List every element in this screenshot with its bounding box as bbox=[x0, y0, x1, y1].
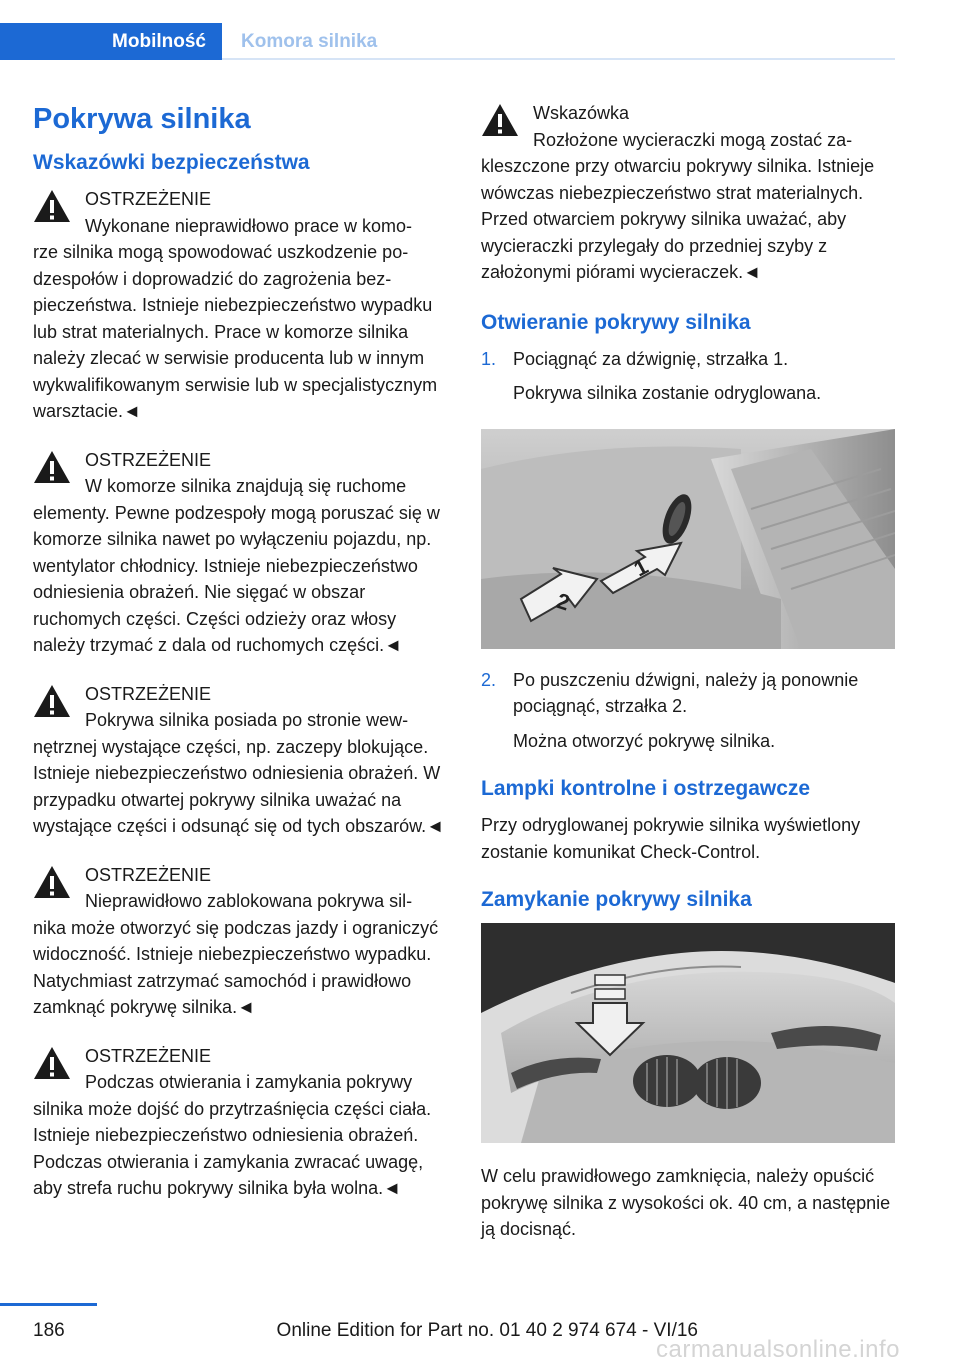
tab-mobilnosc: Mobilność bbox=[0, 23, 222, 60]
warning-text-first-line: Nieprawidłowo zablokowana pokrywa sil- bbox=[85, 891, 413, 911]
warning-block-1 bbox=[33, 186, 448, 425]
warning-block-5 bbox=[33, 1043, 448, 1202]
warning-triangle-icon bbox=[33, 864, 71, 900]
step-result: Pokrywa silnika zostanie odryglowana. bbox=[513, 383, 822, 403]
step-result: Można otworzyć pokrywę silnika. bbox=[513, 730, 776, 751]
right-column bbox=[481, 100, 896, 1243]
warning-text: nika może otworzyć się podczas jazdy i ograniczyć widoczność. Istnieje niebezpieczeństwo wypadku. Natychmiast zatrzymać samochód i prawidłowo zamknąć pokrywę silnika.◄ bbox=[33, 917, 439, 1017]
left-column bbox=[33, 100, 448, 1224]
section-heading-safety: Wskazówki bezpieczeństwa bbox=[33, 151, 310, 174]
arrow-label-1: 1 bbox=[629, 553, 653, 581]
heading-closing-hood: Zamykanie pokrywy silnika bbox=[481, 888, 752, 911]
warning-text: nętrznej wystające części, np. zaczepy blokujące. Istnieje niebezpieczeństwo odniesienia obrażeń. W przypadku otwartej pokrywy silnika uważać na wystające części i odsunąć się od tych obszarów.◄ bbox=[33, 736, 445, 836]
edition-note: Online Edition for Part no. 01 40 2 974 674 - VI/16 bbox=[276, 1320, 698, 1341]
page-title: Pokrywa silnika bbox=[33, 103, 251, 135]
warning-label: OSTRZEŻENIE bbox=[85, 449, 212, 470]
warning-label: OSTRZEŻENIE bbox=[85, 683, 212, 704]
closing-text: W celu prawidłowego zamknięcia, należy opuścić pokrywę silnika z wysokości ok. 40 cm, a następnie ją docisnąć. bbox=[481, 1166, 891, 1239]
step-text: Pociągnąć za dźwignię, strzałka 1. bbox=[513, 348, 789, 369]
warning-block-4 bbox=[33, 862, 448, 1021]
warning-triangle-icon bbox=[33, 449, 71, 485]
figure-closing-hood bbox=[481, 923, 895, 1143]
note-text: kleszczone przy otwarciu pokrywy silnika. Istnieje wówczas niebezpieczeństwo strat materialnych. Przed otwarciem pokrywy silnika uważać, aby wycieraczki przylegały do przedniej szyby z założonymi piórami wycieraczek.◄ bbox=[481, 156, 875, 282]
step-1 bbox=[481, 346, 896, 407]
warning-triangle-icon bbox=[33, 1045, 71, 1081]
arrow-label-2: 2 bbox=[553, 587, 573, 616]
warning-text: silnika może dojść do przytrzaśnięcia części ciała. Istnieje niebezpieczeństwo odniesienia obrażeń. Podczas otwierania i zamykania zwracać uwagę, aby strefa ruchu pokrywy silnika była wolna.◄ bbox=[33, 1098, 432, 1198]
header-rule bbox=[222, 58, 895, 60]
warning-text: elementy. Pewne podzespoły mogą poruszać się w komorze silnika nawet po wyłączeniu pojazdu, np. wentylator chłodnicy. Istnieje niebezpieczeństwo odniesienia obrażeń. Nie sięgać w obszar ruchomych części. Części odzieży oraz włosy należy trzymać z dala od ruchomych części.◄ bbox=[33, 502, 440, 655]
step-number: 1. bbox=[481, 348, 497, 369]
note-block bbox=[481, 100, 896, 286]
header-tabs bbox=[0, 0, 895, 60]
warning-triangle-icon bbox=[33, 683, 71, 719]
watermark: carmanualsonline.info bbox=[656, 1336, 900, 1363]
warning-text-first-line: Pokrywa silnika posiada po stronie wew- bbox=[85, 710, 409, 730]
warning-text: rze silnika mogą spowodować uszkodzenie podzespołów i doprowadzić do zagrożenia bezpieczeństwa. Istnieje niebezpieczeństwo wypadku lub strat materialnych. Prace w komorze silnika należy zlecać w serwisie producenta lub w innym wykwalifikowanym serwisie lub w specjalistycznym warsztacie.◄ bbox=[33, 242, 438, 421]
step-number: 2. bbox=[481, 669, 497, 690]
step-2 bbox=[481, 667, 896, 755]
warning-block-3 bbox=[33, 681, 448, 840]
warning-triangle-icon bbox=[481, 102, 519, 138]
page-number-rule bbox=[0, 1303, 97, 1306]
tab-komora-silnika: Komora silnika bbox=[241, 30, 378, 52]
note-text-first-line: Rozłożone wycieraczki mogą zostać za- bbox=[533, 129, 853, 150]
heading-indicator-lamps: Lampki kontrolne i ostrzegawcze bbox=[481, 777, 811, 800]
warning-label: OSTRZEŻENIE bbox=[85, 864, 212, 885]
warning-label: OSTRZEŻENIE bbox=[85, 1045, 212, 1066]
heading-opening-hood: Otwieranie pokrywy silnika bbox=[481, 310, 751, 334]
step-text: Po puszczeniu dźwigni, należy ją ponownie pociągnąć, strzałka 2. bbox=[513, 669, 859, 716]
page-number: 186 bbox=[33, 1320, 65, 1341]
warning-label: OSTRZEŻENIE bbox=[85, 189, 212, 209]
warning-triangle-icon bbox=[33, 188, 71, 224]
warning-text-first-line: W komorze silnika znajdują się ruchome bbox=[85, 476, 407, 496]
warning-text-first-line: Podczas otwierania i zamykania pokrywy bbox=[85, 1072, 413, 1092]
lamps-text: Przy odryglowanej pokrywie silnika wyświetlony zostanie komunikat Check-Control. bbox=[481, 815, 861, 862]
figure-hood-release-lever bbox=[481, 429, 895, 649]
warning-block-2 bbox=[33, 447, 448, 659]
note-label: Wskazówka bbox=[533, 103, 630, 123]
warning-text-first-line: Wykonane nieprawidłowo prace w komo- bbox=[85, 215, 412, 236]
